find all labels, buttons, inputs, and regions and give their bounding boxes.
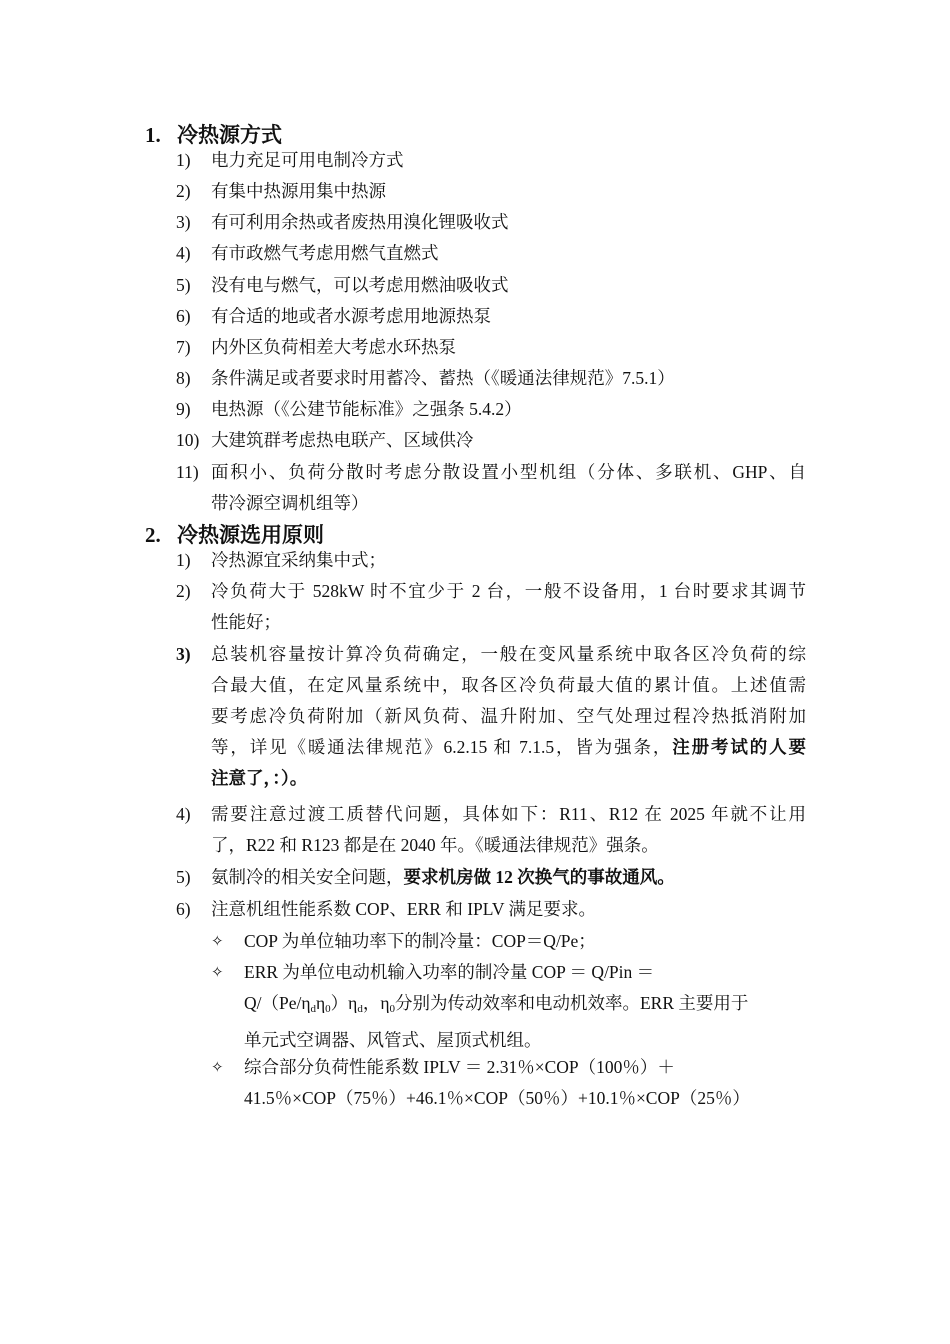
list-item: 3) 有可利用余热或者废热用溴化锂吸收式 xyxy=(176,212,509,232)
bullet-item: ✧ COP 为单位轴功率下的制冷量：COP＝Q/Pe； xyxy=(211,926,806,957)
list-item: 1) 冷热源宜采纳集中式； xyxy=(176,550,386,570)
list-item: 2) 冷负荷大于 528kW 时不宜少于 2 台，一般不设备用，1 台时要求其调节 性能好； xyxy=(176,581,806,632)
list-item: 6) 注意机组性能系数 COP、ERR 和 IPLV 满足要求。 xyxy=(176,899,597,919)
list-item: 9) 电热源（《公建节能标准》之强条 5.4.2） xyxy=(176,399,522,419)
list-item: 3) 总装机容量按计算冷负荷确定，一般在变风量系统中取各区冷负荷的综 合最大值，在定风量系统中，取各区冷负荷最大值的累计值。上述值需 要考虑冷负荷附加（新风负荷、温升附加、空气处理过程冷热抵消附加 等，详见《暖通法律规范》6.2.15 和 7.1.5，皆为强条，注册考试的人要 注意了，：）。 xyxy=(176,644,806,788)
section-title: 冷热源选用原则 xyxy=(177,523,324,547)
list-item: 11) 面积小、负荷分散时考虑分散设置小型机组（分体、多联机、GHP、自 带冷源空调机组等） xyxy=(176,462,806,513)
list-item: 4) 需要注意过渡工质替代问题，具体如下：R11、R12 在 2025 年就不让用 了，R22 和 R123 都是在 2040 年。《暖通法律规范》强条。 xyxy=(176,804,806,855)
section-title: 冷热源方式 xyxy=(177,123,282,147)
section-number: 1. xyxy=(145,123,161,147)
list-item: 10) 大建筑群考虑热电联产、区域供冷 xyxy=(176,430,474,450)
list-item: 5) 氨制冷的相关安全问题，要求机房做 12 次换气的事故通风。 xyxy=(176,867,675,887)
list-item: 1) 电力充足可用电制冷方式 xyxy=(176,150,404,170)
list-item: 6) 有合适的地或者水源考虑用地源热泵 xyxy=(176,306,491,326)
list-item: 5) 没有电与燃气，可以考虑用燃油吸收式 xyxy=(176,275,509,295)
list-item: 2) 有集中热源用集中热源 xyxy=(176,181,386,201)
list-item: 4) 有市政燃气考虑用燃气直燃式 xyxy=(176,243,439,263)
diamond-bullet-icon: ✧ xyxy=(211,1058,224,1076)
bullet-item: ✧ 综合部分负荷性能系数 IPLV ＝ 2.31％×COP（100％）＋ 41.5％×COP（75％）+46.1％×COP（50％）+10.1％×COP（25％） xyxy=(211,1052,806,1114)
diamond-bullet-icon: ✧ xyxy=(211,932,224,950)
section-number: 2. xyxy=(145,523,161,547)
bullet-item: ✧ ERR 为单位电动机输入功率的制冷量 COP ＝ Q/Pin ＝ $Q/(Pe/\eta_d\eta_0)\eta_d$，$\eta_0$分别为传动效率和电动机效率。ERR 主要用于 单元式空调器、风管式、屋顶式机组。 xyxy=(211,957,806,1056)
list-item: 7) 内外区负荷相差大考虑水环热泵 xyxy=(176,337,456,357)
diamond-bullet-icon: ✧ xyxy=(211,963,224,981)
list-item: 8) 条件满足或者要求时用蓄冷、蓄热（《暖通法律规范》7.5.1） xyxy=(176,368,675,388)
